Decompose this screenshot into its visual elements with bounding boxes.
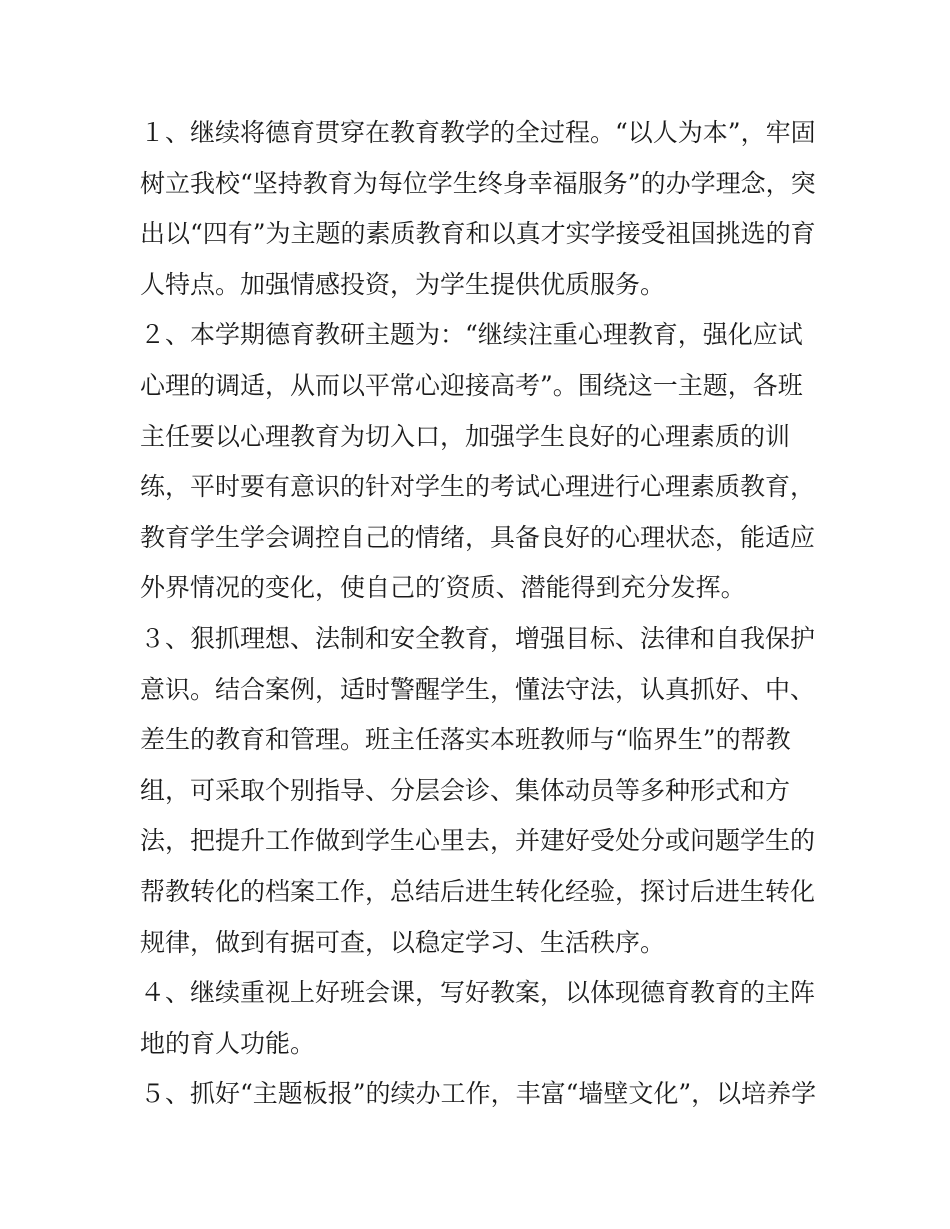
text-line: ５、抓好“主题板报”的续办工作，丰富“墙壁文化”，以培养学 [140, 1079, 817, 1109]
text-line: 出以“四有”为主题的素质教育和以真才实学接受祖国挑选的育 [140, 219, 816, 249]
text-line: ３、狠抓理想、法制和安全教育，增强目标、法律和自我保护 [140, 623, 816, 653]
text-line: ２、本学期德育教研主题为：“继续注重心理教育，强化应试 [140, 320, 803, 350]
text-line: 帮教转化的档案工作，总结后进生转化经验，探讨后进生转化 [140, 876, 816, 906]
text-line: 外界情况的变化，使自己的′资质、潜能得到充分发挥。 [140, 573, 746, 603]
text-line: 主任要以心理教育为切入口，加强学生良好的心理素质的训 [140, 421, 791, 451]
text-line: ４、继续重视上好班会课，写好教案，以体现德育教育的主阵 [140, 978, 816, 1008]
text-line: 教育学生学会调控自己的情绪，具备良好的心理状态，能适应 [140, 522, 816, 552]
text-line: 规律，做到有据可查，以稳定学习、生活秩序。 [140, 927, 666, 957]
text-line: １、继续将德育贯穿在教育教学的全过程。“以人为本”，牢固 [140, 118, 816, 147]
text-line: 地的育人功能。 [140, 1028, 316, 1058]
text-line: 心理的调适，从而以平常心迎接高考”。围绕这一主题，各班 [140, 370, 803, 400]
text-line: 练，平时要有意识的针对学生的考试心理进行心理素质教育， [140, 472, 816, 502]
text-line: 人特点。加强情感投资，为学生提供优质服务。 [140, 269, 666, 299]
text-line: 组，可采取个别指导、分层会诊、集体动员等多种形式和方 [140, 775, 791, 805]
text-line: 差生的教育和管理。班主任落实本班教师与“临界生”的帮教 [140, 725, 791, 755]
text-line: 树立我校“坚持教育为每位学生终身幸福服务”的办学理念，突 [140, 168, 816, 198]
text-line: 法，把提升工作做到学生心里去，并建好受处分或问题学生的 [140, 826, 816, 856]
document-body [140, 108, 820, 1120]
text-line: 意识。结合案例，适时警醒学生，懂法守法，认真抓好、中、 [140, 674, 816, 704]
